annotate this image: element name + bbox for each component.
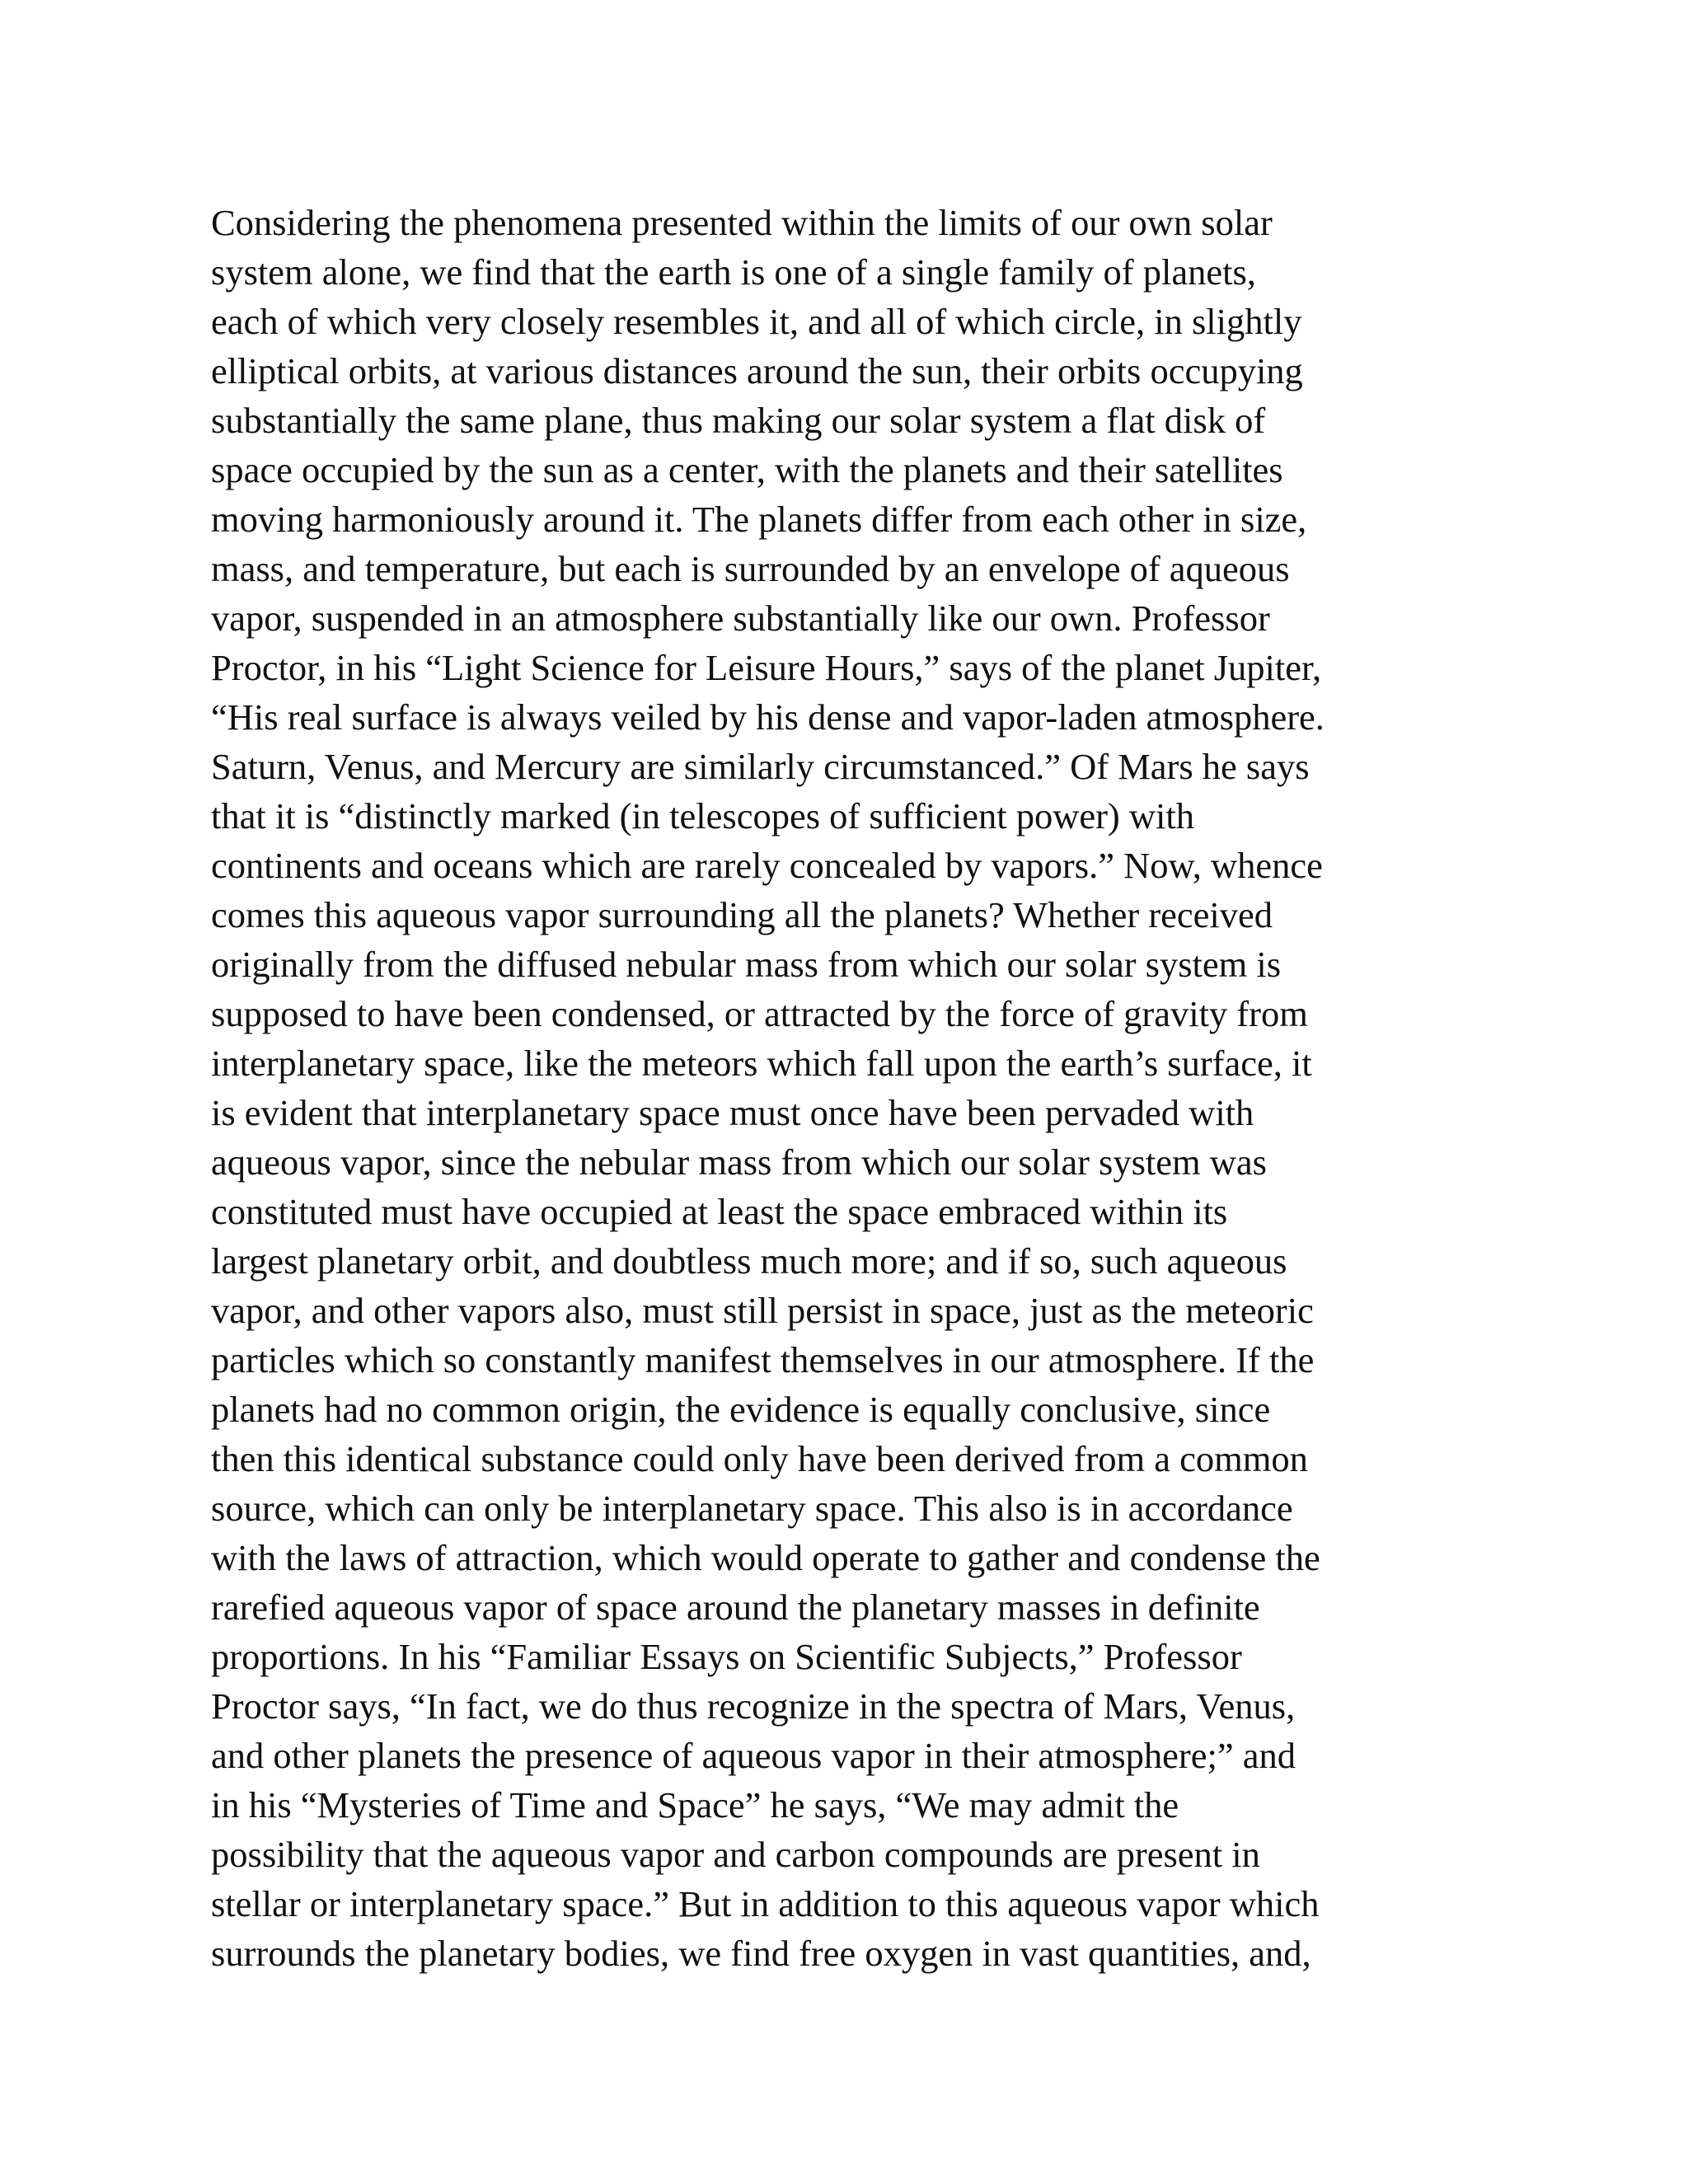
text-line: Proctor, in his “Light Science for Leisure Hours,” says of the planet Jupiter, — [211, 647, 1322, 688]
text-line: mass, and temperature, but each is surrounded by an envelope of aqueous — [211, 548, 1290, 589]
text-line: particles which so constantly manifest themselves in our atmosphere. If the — [211, 1339, 1315, 1380]
text-line: system alone, we find that the earth is one of a single family of planets, — [211, 251, 1256, 293]
text-line: then this identical substance could only have been derived from a common — [211, 1438, 1308, 1479]
text-line: interplanetary space, like the meteors which fall upon the earth’s surface, it — [211, 1043, 1312, 1084]
text-line: possibility that the aqueous vapor and carbon compounds are present in — [211, 1834, 1260, 1875]
text-line: vapor, and other vapors also, must still persist in space, just as the meteoric — [211, 1290, 1314, 1331]
text-line: proportions. In his “Familiar Essays on Scientific Subjects,” Professor — [211, 1636, 1242, 1677]
text-line: is evident that interplanetary space must once have been pervaded with — [211, 1092, 1254, 1133]
text-line: originally from the diffused nebular mass from which our solar system is — [211, 944, 1282, 985]
text-line: comes this aqueous vapor surrounding all the planets? Whether received — [211, 894, 1273, 935]
text-line: rarefied aqueous vapor of space around the planetary masses in definite — [211, 1586, 1260, 1628]
text-line: surrounds the planetary bodies, we find free oxygen in vast quantities, and, — [211, 1933, 1311, 1974]
text-line: aqueous vapor, since the nebular mass from which our solar system was — [211, 1141, 1267, 1183]
text-line: supposed to have been condensed, or attracted by the force of gravity from — [211, 993, 1308, 1034]
text-line: substantially the same plane, thus making our solar system a flat disk of — [211, 400, 1266, 441]
text-line: with the laws of attraction, which would operate to gather and condense the — [211, 1537, 1320, 1578]
text-line: constituted must have occupied at least the space embraced within its — [211, 1191, 1228, 1232]
text-line: planets had no common origin, the evidence is equally conclusive, since — [211, 1389, 1271, 1430]
text-line: largest planetary orbit, and doubtless much more; and if so, such aqueous — [211, 1240, 1287, 1282]
text-line: each of which very closely resembles it, and all of which circle, in slightly — [211, 301, 1302, 342]
text-line: vapor, suspended in an atmosphere substantially like our own. Professor — [211, 598, 1270, 639]
text-line: that it is “distinctly marked (in telescopes of sufficient power) with — [211, 795, 1194, 837]
text-line: “His real surface is always veiled by his dense and vapor-laden atmosphere. — [211, 696, 1325, 738]
text-line: space occupied by the sun as a center, with the planets and their satellites — [211, 449, 1283, 490]
text-line: continents and oceans which are rarely concealed by vapors.” Now, whence — [211, 845, 1323, 886]
text-line: elliptical orbits, at various distances around the sun, their orbits occupying — [211, 350, 1303, 391]
text-line: Saturn, Venus, and Mercury are similarly circumstanced.” Of Mars he says — [211, 746, 1310, 787]
body-paragraph — [211, 198, 1497, 1978]
text-line: Considering the phenomena presented within the limits of our own solar — [211, 202, 1273, 243]
text-line: moving harmoniously around it. The planets differ from each other in size, — [211, 499, 1307, 540]
text-line: in his “Mysteries of Time and Space” he says, “We may admit the — [211, 1784, 1179, 1825]
text-line: source, which can only be interplanetary space. This also is in accordance — [211, 1488, 1293, 1529]
text-line: Proctor says, “In fact, we do thus recognize in the spectra of Mars, Venus, — [211, 1685, 1296, 1727]
text-line: and other planets the presence of aqueous vapor in their atmosphere;” and — [211, 1735, 1296, 1776]
text-line: stellar or interplanetary space.” But in addition to this aqueous vapor which — [211, 1883, 1320, 1924]
